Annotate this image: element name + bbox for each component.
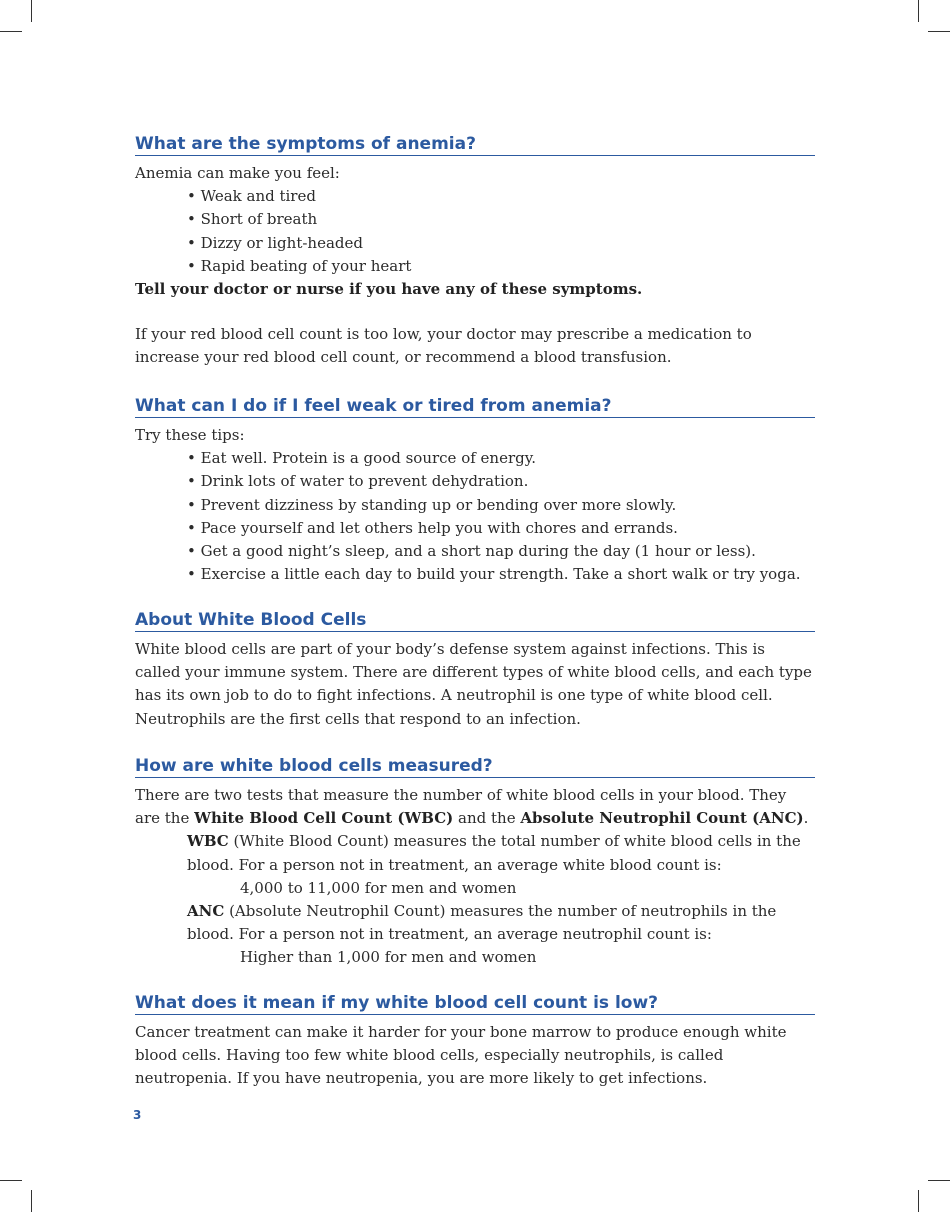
list-item: • Exercise a little each day to build your strength. Take a short walk or try yoga. bbox=[187, 563, 815, 586]
list-item: • Dizzy or light-headed bbox=[187, 232, 815, 255]
section-white-blood-cells bbox=[135, 609, 815, 731]
anc-term: ANC bbox=[187, 902, 225, 921]
anc-full-term: Absolute Neutrophil Count (ANC) bbox=[520, 809, 804, 828]
anc-definition bbox=[135, 900, 815, 946]
list-item: • Pace yourself and let others help you with chores and errands. bbox=[187, 517, 815, 540]
list-item: • Prevent dizziness by standing up or bending over more slowly. bbox=[187, 494, 815, 517]
crop-mark bbox=[918, 0, 919, 22]
list-item: • Get a good night’s sleep, and a short nap during the day (1 hour or less). bbox=[187, 540, 815, 563]
page-number: 3 bbox=[133, 1108, 142, 1122]
intro-text-pre: There are two tests that measure the number of white blood cells in your blood. They are the bbox=[135, 786, 787, 828]
section-anemia-symptoms bbox=[135, 133, 815, 370]
wbc-term: WBC bbox=[187, 832, 229, 851]
bold-note bbox=[135, 278, 815, 301]
section-heading: How are white blood cells measured? bbox=[135, 755, 815, 778]
wbc-full-term: White Blood Cell Count (WBC) bbox=[194, 809, 454, 828]
bold-note-text: Tell your doctor or nurse if you have any of these symptoms. bbox=[135, 280, 643, 299]
section-anemia-tips bbox=[135, 395, 815, 586]
crop-mark bbox=[31, 0, 32, 22]
tips-list bbox=[135, 447, 815, 586]
symptom-list bbox=[135, 185, 815, 278]
section-heading: About White Blood Cells bbox=[135, 609, 815, 632]
anc-value: Higher than 1,000 for men and women bbox=[240, 948, 537, 967]
intro-text bbox=[135, 784, 815, 830]
crop-mark bbox=[31, 1190, 32, 1212]
intro-text: Try these tips: bbox=[135, 426, 245, 444]
crop-mark bbox=[928, 1180, 950, 1181]
crop-mark bbox=[918, 1190, 919, 1212]
intro-text-end: . bbox=[803, 809, 809, 828]
list-item: • Weak and tired bbox=[187, 185, 815, 208]
wbc-value: 4,000 to 11,000 for men and women bbox=[240, 878, 517, 897]
list-item: • Eat well. Protein is a good source of energy. bbox=[187, 447, 815, 470]
crop-mark bbox=[928, 31, 950, 32]
intro-text: Anemia can make you feel: bbox=[135, 164, 340, 182]
wbc-text: (White Blood Count) measures the total number of white blood cells in the blood. For a person not in treatment, an average white blood count is: bbox=[187, 832, 801, 874]
list-item: • Drink lots of water to prevent dehydration. bbox=[187, 470, 815, 493]
section-heading: What can I do if I feel weak or tired from anemia? bbox=[135, 395, 815, 418]
crop-mark bbox=[0, 1180, 22, 1181]
section-heading: What are the symptoms of anemia? bbox=[135, 133, 815, 156]
paragraph: White blood cells are part of your body’s defense system against infections. This is called your immune system. There are different types of white blood cells, and each type has its own job to do to fight infections. A neutrophil is one type of white blood cell. Neutrophils are the first cells that respond to an infection. bbox=[135, 640, 812, 728]
wbc-definition bbox=[135, 830, 815, 876]
paragraph: Cancer treatment can make it harder for your bone marrow to produce enough white blood cells. Having too few white blood cells, especially neutrophils, is called neutropenia. If you have neutropenia, you are more likely to get infections. bbox=[135, 1023, 787, 1088]
paragraph: If your red blood cell count is too low, your doctor may prescribe a medication to increase your red blood cell count, or recommend a blood transfusion. bbox=[135, 325, 752, 367]
intro-text-mid: and the bbox=[453, 809, 521, 828]
section-wbc-measured bbox=[135, 755, 815, 970]
section-low-wbc bbox=[135, 992, 815, 1091]
list-item: • Short of breath bbox=[187, 208, 815, 231]
anc-text: (Absolute Neutrophil Count) measures the number of neutrophils in the blood. For a person not in treatment, an average neutrophil count is: bbox=[187, 902, 777, 944]
list-item: • Rapid beating of your heart bbox=[187, 255, 815, 278]
crop-mark bbox=[0, 31, 22, 32]
section-heading: What does it mean if my white blood cell count is low? bbox=[135, 992, 815, 1015]
